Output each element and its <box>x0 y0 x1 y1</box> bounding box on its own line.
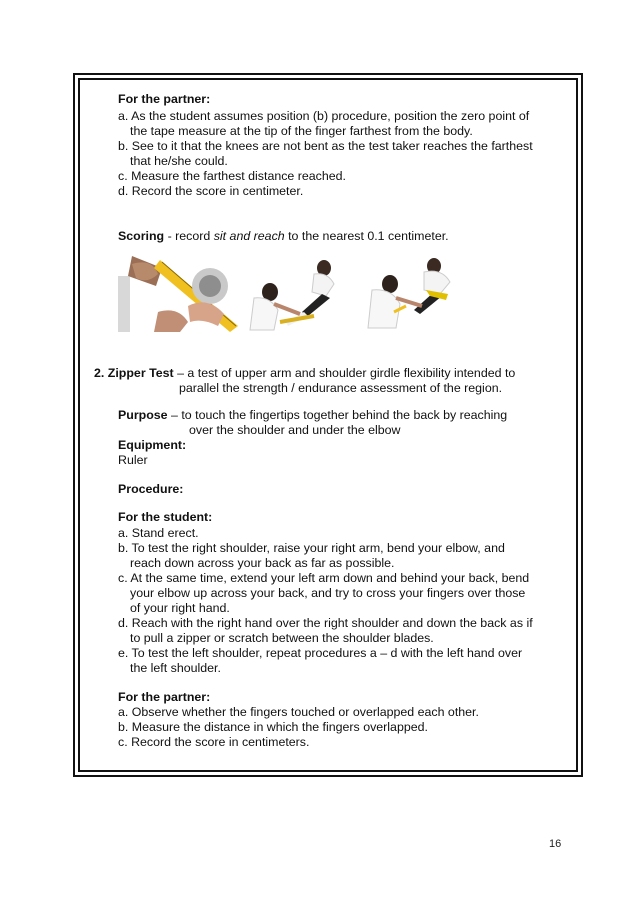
scoring-label: Scoring <box>118 229 165 243</box>
zipper-line-2: parallel the strength / endurance assessment of the region. <box>179 381 503 395</box>
zipper-line-1 <box>94 366 515 381</box>
student-line-e-cont: the left shoulder. <box>130 661 221 675</box>
bottom-partner-heading: For the partner: <box>118 690 211 704</box>
student-line-d-cont: to pull a zipper or scratch between the shoulder blades. <box>130 631 434 645</box>
student-line-c-cont: your elbow up across your back, and try to cross your fingers over those <box>130 586 526 600</box>
zipper-desc: – a test of upper arm and shoulder girdle flexibility intended to <box>173 366 516 380</box>
top-partner-line-c: c. Measure the farthest distance reached. <box>118 169 346 183</box>
student-line-c: c. At the same time, extend your left arm down and behind your back, bend <box>118 571 530 585</box>
student-line-e: e. To test the left shoulder, repeat procedures a – d with the left hand over <box>118 646 523 660</box>
purpose-line-1 <box>118 408 507 423</box>
student-line-b-cont: reach down across your back as far as possible. <box>130 556 395 570</box>
bottom-partner-line-c: c. Record the score in centimeters. <box>118 735 310 749</box>
photo-sit-reach-1 <box>238 256 348 332</box>
procedure-heading: Procedure: <box>118 482 184 496</box>
photo-sit-reach-2 <box>350 256 462 332</box>
student-heading: For the student: <box>118 510 213 524</box>
purpose-line-2: over the shoulder and under the elbow <box>189 423 401 437</box>
equipment-label: Equipment: <box>118 438 187 452</box>
equipment-value: Ruler <box>118 453 148 467</box>
student-line-c-cont-2: of your right hand. <box>130 601 230 615</box>
top-partner-line-b-cont: that he/she could. <box>130 154 228 168</box>
student-line-d: d. Reach with the right hand over the right shoulder and down the back as if <box>118 616 533 630</box>
purpose-desc: – to touch the fingertips together behind the back by reaching <box>167 408 508 422</box>
scoring-rest: to the nearest 0.1 centimeter. <box>284 229 449 243</box>
student-line-b: b. To test the right shoulder, raise your right arm, bend your elbow, and <box>118 541 505 555</box>
scoring-italic: sit and reach <box>213 229 285 243</box>
scoring-line <box>118 229 449 244</box>
page-number: 16 <box>549 838 562 850</box>
bottom-partner-line-a: a. Observe whether the fingers touched or overlapped each other. <box>118 705 479 719</box>
photo-ruler-hands <box>118 256 238 332</box>
zipper-title: 2. Zipper Test <box>94 366 174 380</box>
top-partner-line-b: b. See to it that the knees are not bent as the test taker reaches the farthest <box>118 139 533 153</box>
bottom-partner-line-b: b. Measure the distance in which the fingers overlapped. <box>118 720 428 734</box>
purpose-label: Purpose <box>118 408 168 422</box>
scoring-dash: - record <box>164 229 214 243</box>
student-line-a: a. Stand erect. <box>118 526 199 540</box>
top-partner-line-a-cont: the tape measure at the tip of the finger farthest from the body. <box>130 124 473 138</box>
top-partner-line-d: d. Record the score in centimeter. <box>118 184 304 198</box>
top-partner-heading: For the partner: <box>118 92 211 106</box>
top-partner-line-a: a. As the student assumes position (b) procedure, position the zero point of <box>118 109 530 123</box>
